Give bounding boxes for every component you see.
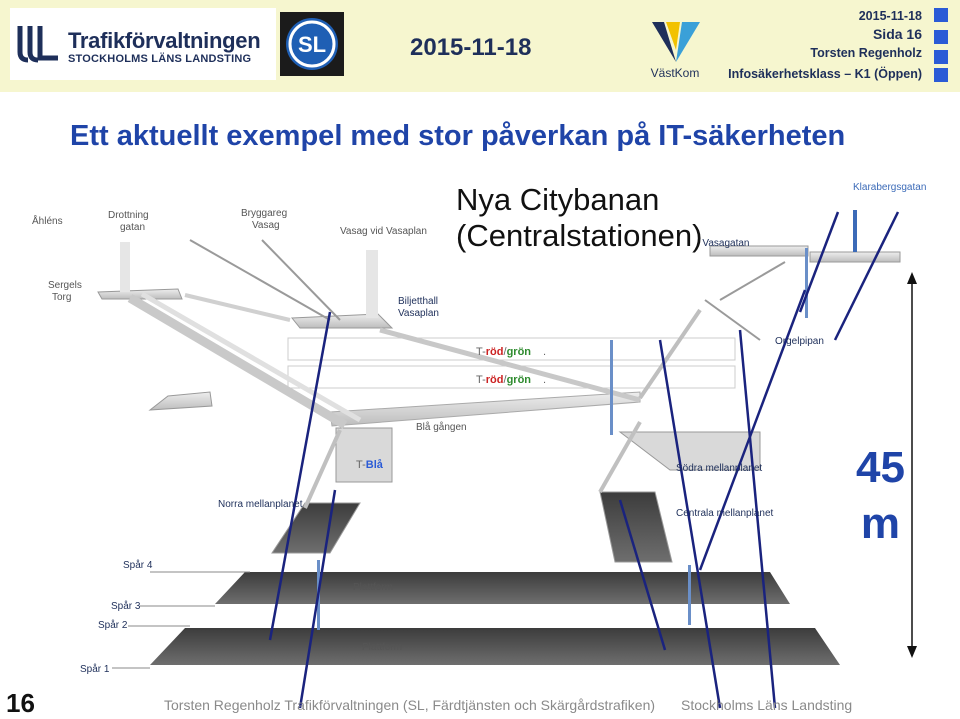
tbla-block: [336, 428, 392, 482]
escalator: [262, 240, 340, 320]
meta-classification: Infosäkerhetsklass – K1 (Öppen): [728, 67, 922, 81]
column: [853, 210, 857, 252]
stair-line: [835, 212, 898, 340]
meta-author: Torsten Regenholz: [810, 46, 922, 60]
label-plattform-upper: Plattform: [353, 582, 394, 593]
label-norra-mellanplanet: Norra mellanplanet: [218, 499, 303, 510]
org-sub: STOCKHOLMS LÄNS LANDSTING: [68, 53, 252, 65]
left-platform-slab: [150, 392, 212, 410]
label-spar1: Spår 1: [80, 664, 110, 675]
label-sergels-2: Torg: [52, 292, 72, 303]
label-spar2: Spår 2: [98, 620, 128, 631]
depth-unit: m: [860, 499, 901, 548]
page-title: Ett aktuellt exempel med stor påverkan på IT-säkerheten: [70, 120, 846, 152]
tbla-prefix: T-: [356, 459, 366, 471]
label-spar3: Spår 3: [111, 601, 141, 612]
label-biljetthall-2: Vasaplan: [398, 308, 439, 319]
depth-value: 45: [856, 443, 905, 492]
meta-page: Sida 16: [872, 26, 922, 42]
label-bryggareg-2: Vasag: [252, 220, 280, 231]
vastkom-text: VästKom: [650, 66, 700, 80]
label-orgelpipan: Orgelpipan: [775, 336, 824, 347]
bla-gangen-corridor: [330, 392, 640, 426]
label-tline-lower: [476, 374, 546, 386]
column: [610, 340, 613, 435]
label-klarabergsgatan: Klarabergsgatan: [853, 182, 927, 193]
label-spar4: Spår 4: [123, 560, 153, 571]
stair-line: [700, 290, 805, 570]
tline-green: grön: [506, 346, 532, 358]
org-name: Trafikförvaltningen: [68, 28, 261, 53]
escalator: [190, 240, 330, 320]
svg-text:SL: SL: [297, 32, 327, 57]
header-date: 2015-11-18: [410, 34, 532, 61]
tline-prefix: T-: [476, 374, 486, 386]
depth-label: [856, 440, 905, 552]
label-vasagatan: Vasagatan: [702, 238, 750, 249]
depth-arrow-head-top: [907, 272, 917, 284]
track-level-upper: [215, 572, 790, 604]
escalator: [720, 262, 785, 300]
label-drottninggatan-2: gatan: [120, 222, 146, 233]
label-vasag-vid-vasaplan: Vasag vid Vasaplan: [340, 226, 427, 237]
footer-page-number: 16: [6, 688, 35, 718]
sergels-torg-slab: [98, 289, 182, 299]
shaft: [366, 250, 378, 318]
tline-red: röd: [485, 346, 504, 358]
label-plattform-lower: Plattform: [362, 642, 403, 653]
escalator: [185, 295, 290, 320]
label-drottninggatan-1: Drottning: [108, 210, 149, 221]
footer-text: Torsten Regenholz Trafikförvaltningen (SL, Färdtjänsten och Skärgårdstrafiken): [164, 697, 656, 713]
shaft: [120, 242, 130, 292]
column: [805, 248, 808, 318]
label-bla-gangen: Blå gången: [416, 422, 467, 433]
tline-sep: /: [503, 346, 507, 358]
track-level-lower: [150, 628, 840, 665]
main-title-line1: Nya Citybanan: [456, 182, 660, 217]
label-biljetthall-1: Biljetthall: [398, 296, 439, 307]
main-title-line2-text: (Centralstationen): [456, 218, 703, 253]
label-bryggareg-1: Bryggareg: [241, 208, 288, 219]
depth-arrow-head-bottom: [907, 646, 917, 658]
escalator: [705, 300, 760, 340]
tline-suffix: .: [543, 346, 547, 358]
label-sodra-mellanplanet: Södra mellanplanet: [676, 463, 763, 474]
tline-red: röd: [485, 374, 504, 386]
footer-right: Stockholms Läns Landsting: [681, 697, 853, 713]
tline-green: grön: [506, 374, 532, 386]
tline-suffix: .: [543, 374, 547, 386]
diagram-main-title: [456, 182, 749, 262]
tbla-blue: Blå: [365, 459, 383, 471]
label-tline-upper: [476, 346, 546, 358]
main-title-line2: [456, 218, 749, 262]
meta-date: 2015-11-18: [858, 9, 922, 23]
tline-prefix: T-: [476, 346, 486, 358]
label-tbla: [356, 459, 383, 471]
column: [688, 565, 691, 625]
label-sergels-1: Sergels: [48, 280, 82, 291]
norra-mellanplanet-slab: [272, 503, 360, 553]
label-centrala-mellanplanet: Centrala mellanplanet: [676, 508, 774, 519]
label-ahlens: Åhléns: [32, 216, 63, 227]
tline-sep: /: [503, 374, 507, 386]
